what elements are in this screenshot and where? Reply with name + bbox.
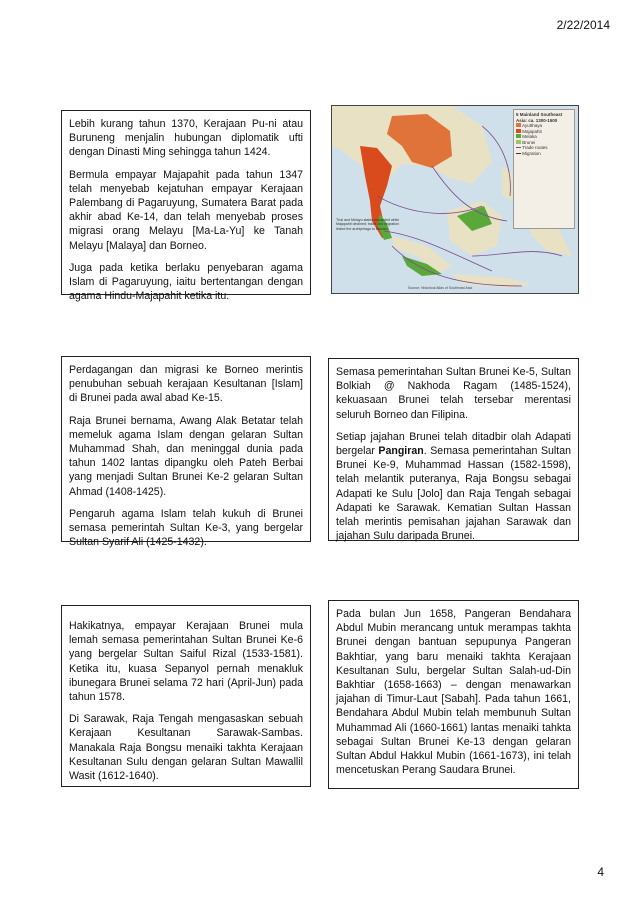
map-legend-item: Brunei — [516, 140, 572, 146]
map-legend-item: Migration — [516, 151, 572, 157]
slide-1 — [61, 110, 311, 303]
map-credit: Source: Historical Atlas of Southeast Asia — [408, 286, 473, 290]
slide-1-paragraph-3: Juga pada ketika berlaku penyebaran agama Islam di Pagaruyung, iaitu bertentangan dengan agama Hindu-Majapahit ketika itu. — [69, 261, 303, 303]
map-legend — [513, 109, 575, 229]
slide-4-paragraph-2: Setiap jajahan Brunei telah ditadbir olah Adapati bergelar Pangiran. Semasa pemerintahan Sultan Brunei Ke-9, Muhammad Hassan (1582-1598), telah melantik puteranya, Raja Bongsu sebagai Adapati ke Sulu [Jolo] dan Raja Tengah sebagai Adapati ke Sarawak. Kematian Sultan Hassan telah merintis pemisahan jajahan Sarawak dan jajahan Sulu daripada Brunei. — [336, 430, 571, 543]
map-legend-item: Melaka — [516, 134, 572, 140]
slide-1-paragraph-2: Bermula empayar Majapahit pada tahun 1347 telah menyebab kejatuhan empayar Kerajaan Palembang di Pagaruyung, Sumatera Barat pada akhir abad Ke-14, dan telah menyebab proses migrasi orang Melayu [Ma-La-Yu] ke Tanah Melayu [Malaya] dan Borneo. — [69, 168, 303, 252]
slide-5-paragraph-1: Hakikatnya, empayar Kerajaan Brunei mula lemah semasa pemerintahan Sultan Brunei Ke-6 yang bergelar Sultan Saiful Rizal (1533-1581). Ketika itu, kuasa Sepanyol pernah menakluk ibunegara Brunei selama 72 hari (April-Jun) pada tahun 1578. — [69, 620, 303, 704]
map-legend-item: Ayutthaya — [516, 123, 572, 129]
historical-map — [331, 105, 579, 294]
slide-3-paragraph-1: Perdagangan dan migrasi ke Borneo merintis penubuhan sebuah kerajaan Kesultanan [Islam] di Brunei pada awal abad Ke-15. — [69, 364, 303, 405]
slide-1-paragraph-1: Lebih kurang tahun 1370, Kerajaan Pu-ni atau Buruneng menjalin hubungan diplomatik ufti dengan Dinasti Ming sehingga tahun 1424. — [69, 118, 303, 159]
slide-4 — [328, 358, 579, 541]
map-legend-item: Majapahit — [516, 129, 572, 135]
slide-3-paragraph-3: Pengaruh agama Islam telah kukuh di Brunei semasa pemerintah Sultan Ke-3, yang bergelar Sultan Syarif Ali (1425-1432). — [69, 507, 303, 549]
slide-5 — [61, 605, 311, 787]
slide-date: 2/22/2014 — [556, 18, 610, 32]
map-legend-item: Trade routes — [516, 145, 572, 151]
map-caption: Thai and Melayu states expanded while Majapahit declined; trade and migration linked the archipelago to Borneo. — [336, 218, 400, 231]
slide-3 — [61, 356, 311, 549]
slide-3-paragraph-2: Raja Brunei bernama, Awang Alak Betatar telah memeluk agama Islam dengan gelaran Sultan Muhammad Shah, dan meninggal dunia pada tahun 1402 lantas dipangku oleh Pateh Berbai yang menjadi Sultan Brunei Ke-2 gelaran Sultan Ahmad (1408-1425). — [69, 414, 303, 498]
slide-6-paragraph-1: Pada bulan Jun 1658, Pangeran Bendahara Abdul Mubin merancang untuk merampas takhta Brunei dengan bantuan sepupunya Pangeran Bakhtiar, yang baru menaiki takhta Kerajaan Kesultanan Sulu, bergelar Sultan Salah-ud-Din Bakhtiar (1658-1663) – dengan menawarkan jajahan di Timur-Laut [Sabah]. Pada tahun 1661, Bendahara Abdul Mubin telah membunuh Sultan Muhammad Ali (1660-1661) lantas menaiki tahkta sebagai Sultan Brunei Ke-13 dengan gelaran Sultan Abdul Hakkul Mubin (1661-1673), ini telah mencetuskan Perang Saudara Brunei. — [336, 608, 571, 777]
page-number: 4 — [597, 865, 604, 879]
slide-4-paragraph-1: Semasa pemerintahan Sultan Brunei Ke-5, Sultan Bolkiah @ Nakhoda Ragam (1485-1524), kekuasaan Brunei telah tersebar merentasi seluruh Borneo dan Filipina. — [336, 366, 571, 421]
map-legend-title: 5 Mainland Southeast Asia: ca. 1300-1500 — [516, 112, 563, 123]
pangiran-bold: Pangiran — [378, 445, 424, 458]
slide-6 — [328, 600, 579, 789]
slide-5-paragraph-2: Di Sarawak, Raja Tengah mengasaskan sebuah Kerajaan Kesultanan Sarawak-Sambas. Manakala Raja Bongsu menaiki takhta Kerajaan Kesultanan Sulu dengan gelaran Sultan Mawallil Wasit (1612-1640). — [69, 713, 303, 783]
